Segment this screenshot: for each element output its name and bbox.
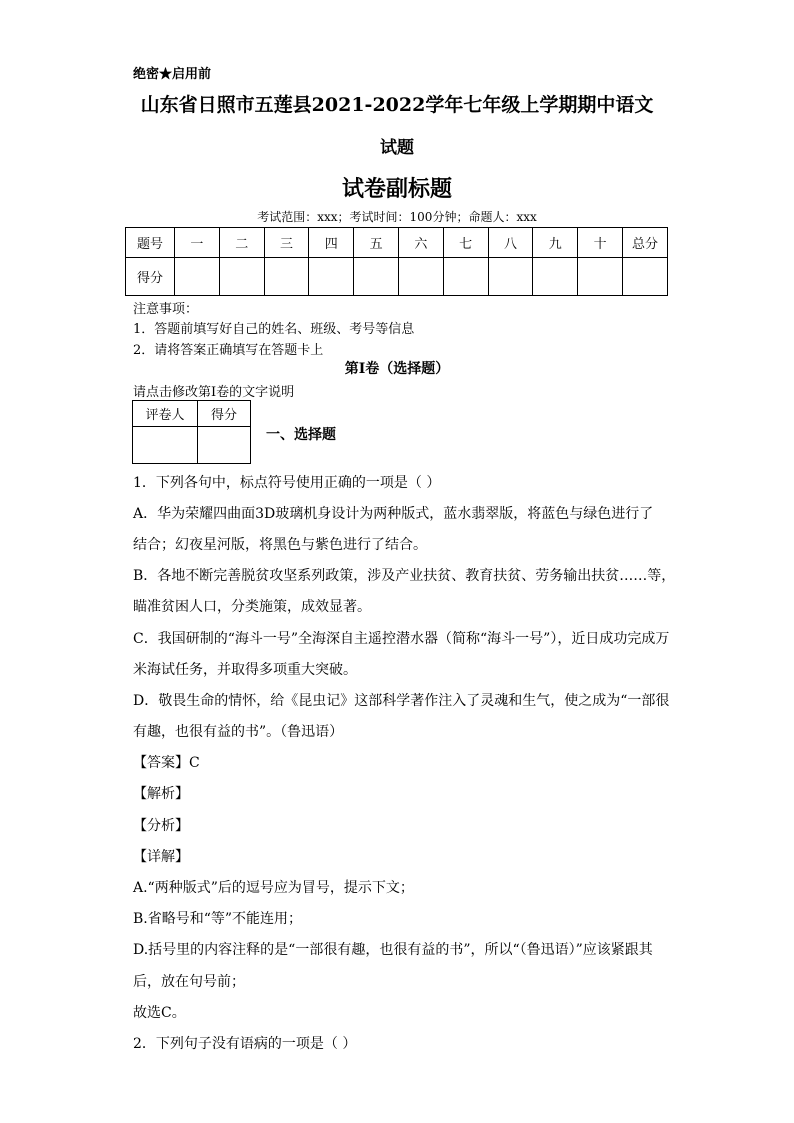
analysis-label: 【解析】 <box>133 786 189 802</box>
detail-label: 【详解】 <box>133 849 189 865</box>
score-empty-cell <box>578 258 623 296</box>
score-cell: 得分 <box>126 258 175 296</box>
score-table <box>125 227 668 296</box>
score-empty-cell <box>443 258 488 296</box>
score-empty-cell <box>398 258 443 296</box>
score-cell: 五 <box>354 228 399 258</box>
score-cell: 四 <box>309 228 354 258</box>
section-heading: 第I卷（选择题） <box>344 361 450 377</box>
option-b-continued: 瞄准贫困人口，分类施策，成效显著。 <box>133 599 371 615</box>
score-cell: 七 <box>443 228 488 258</box>
score-empty-cell <box>264 258 309 296</box>
score-empty-cell <box>309 258 354 296</box>
score-cell: 三 <box>264 228 309 258</box>
score-table-score-row <box>126 258 668 296</box>
detail-b: B.省略号和“等”不能连用； <box>133 911 303 927</box>
score-cell: 题号 <box>126 228 175 258</box>
notes-title: 注意事项： <box>133 302 199 317</box>
score-cell: 八 <box>488 228 533 258</box>
confidential-label: 绝密★启用前 <box>133 67 212 82</box>
score-empty-cell <box>219 258 264 296</box>
score-empty-cell <box>623 258 668 296</box>
grader-header: 得分 <box>198 401 251 427</box>
detail-d: D.括号里的内容注释的是“一部很有趣，也很有益的书”，所以“（鲁迅语）”应该紧跟其 <box>133 942 653 958</box>
grader-header: 评卷人 <box>133 401 198 427</box>
detail-a: A.“两种版式”后的逗号应为冒号，提示下文； <box>133 880 414 896</box>
option-a-continued: 结合；幻夜星河版，将黑色与紫色进行了结合。 <box>133 537 427 553</box>
option-d-continued: 有趣，也很有益的书”。（鲁迅语） <box>133 724 344 740</box>
question-stem: 1．下列各句中，标点符号使用正确的一项是（ ） <box>133 475 441 491</box>
score-cell: 六 <box>398 228 443 258</box>
exam-subtitle: 试卷副标题 <box>341 176 452 202</box>
grader-empty-cell <box>198 427 251 464</box>
score-empty-cell <box>488 258 533 296</box>
score-cell: 九 <box>533 228 578 258</box>
section-instruction: 请点击修改第I卷的文字说明 <box>133 385 295 400</box>
score-cell: 二 <box>219 228 264 258</box>
conclusion: 故选C。 <box>133 1005 186 1021</box>
detail-d-continued: 后，放在句号前； <box>133 974 245 990</box>
breakdown-label: 【分析】 <box>133 818 189 834</box>
exam-title-continued: 试题 <box>380 138 414 158</box>
note-item: 2．请将答案正确填写在答题卡上 <box>133 343 324 358</box>
answer: 【答案】C <box>133 755 200 771</box>
score-table-header-row <box>126 228 668 258</box>
option-c: C．我国研制的“海斗一号”全海深自主遥控潜水器（简称“海斗一号”），近日成功完成万 <box>133 631 670 647</box>
question-stem: 2．下列句子没有语病的一项是（ ） <box>133 1036 357 1052</box>
note-item: 1．答题前填写好自己的姓名、班级、考号等信息 <box>133 322 415 337</box>
option-b: B．各地不断完善脱贫攻坚系列政策，涉及产业扶贫、教育扶贫、劳务输出扶贫……等， <box>133 568 676 584</box>
score-empty-cell <box>175 258 220 296</box>
grader-empty-cell <box>133 427 198 464</box>
option-a: A．华为荣耀四曲面3D玻璃机身设计为两种版式，蓝水翡翠版，将蓝色与绿色进行了 <box>133 506 654 522</box>
score-cell: 一 <box>175 228 220 258</box>
score-empty-cell <box>533 258 578 296</box>
score-cell: 十 <box>578 228 623 258</box>
option-d: D．敬畏生命的情怀，给《昆虫记》这部科学著作注入了灵魂和生气，使之成为“一部很 <box>133 693 670 709</box>
exam-title: 山东省日照市五莲县2021-2022学年七年级上学期期中语文 <box>140 94 654 116</box>
score-empty-cell <box>354 258 399 296</box>
exam-meta: 考试范围：xxx；考试时间：100分钟；命题人：xxx <box>257 210 537 224</box>
score-cell: 总分 <box>623 228 668 258</box>
question-type-heading: 一、选择题 <box>266 427 336 443</box>
grader-table <box>132 400 251 464</box>
option-c-continued: 米海试任务，并取得多项重大突破。 <box>133 662 357 678</box>
